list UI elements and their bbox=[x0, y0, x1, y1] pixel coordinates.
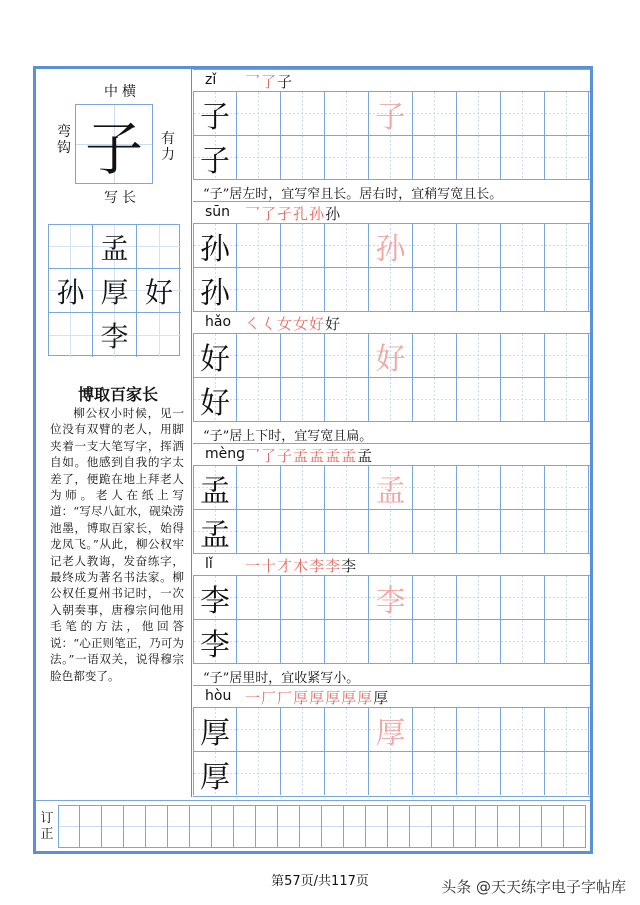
correction-cell[interactable] bbox=[322, 805, 344, 848]
practice-cell[interactable] bbox=[413, 708, 457, 751]
practice-cell[interactable] bbox=[369, 136, 413, 179]
practice-cell[interactable] bbox=[193, 268, 237, 311]
practice-cell[interactable] bbox=[325, 268, 369, 311]
correction-cell[interactable] bbox=[212, 805, 234, 848]
practice-cell[interactable] bbox=[413, 510, 457, 553]
correction-cell[interactable] bbox=[168, 805, 190, 848]
practice-cell[interactable] bbox=[457, 268, 501, 311]
practice-cell[interactable] bbox=[413, 620, 457, 663]
practice-cell[interactable] bbox=[237, 752, 281, 795]
practice-cell[interactable] bbox=[457, 136, 501, 179]
stroke-step: 孟 bbox=[309, 447, 326, 465]
practice-cell[interactable] bbox=[369, 92, 413, 135]
practice-cell[interactable] bbox=[237, 334, 281, 377]
practice-row bbox=[193, 707, 590, 751]
tip-top: 中横 bbox=[104, 84, 140, 100]
practice-cell[interactable] bbox=[281, 620, 325, 663]
practice-cell[interactable] bbox=[457, 708, 501, 751]
stroke-step: 孟 bbox=[357, 447, 374, 465]
practice-cell[interactable] bbox=[281, 576, 325, 619]
practice-cell[interactable] bbox=[281, 224, 325, 267]
practice-cell[interactable] bbox=[281, 136, 325, 179]
practice-cell[interactable] bbox=[501, 708, 545, 751]
correction-cell[interactable] bbox=[454, 805, 476, 848]
practice-cell[interactable] bbox=[237, 466, 281, 509]
practice-cell[interactable] bbox=[457, 378, 501, 421]
stroke-step: 一 bbox=[245, 557, 262, 575]
practice-cell[interactable] bbox=[369, 224, 413, 267]
stroke-step: 李 bbox=[341, 557, 358, 575]
practice-row bbox=[193, 619, 590, 663]
model-char: 好 bbox=[200, 385, 230, 421]
practice-cell[interactable] bbox=[501, 576, 545, 619]
practice-cell[interactable] bbox=[325, 136, 369, 179]
practice-cell[interactable] bbox=[545, 576, 589, 619]
example-cell bbox=[137, 269, 181, 313]
example-right: 好 bbox=[144, 275, 173, 309]
page-number: 第57页/共117页 bbox=[271, 874, 369, 889]
practice-cell[interactable] bbox=[193, 752, 237, 795]
correction-cell[interactable] bbox=[410, 805, 432, 848]
practice-cell[interactable] bbox=[369, 708, 413, 751]
correction-cell[interactable] bbox=[520, 805, 542, 848]
practice-cell[interactable] bbox=[369, 752, 413, 795]
practice-cell[interactable] bbox=[545, 708, 589, 751]
practice-cell[interactable] bbox=[369, 378, 413, 421]
pinyin-row bbox=[193, 553, 590, 575]
model-char: 孙 bbox=[200, 275, 230, 311]
stroke-step: 好 bbox=[309, 315, 326, 333]
stroke-order bbox=[245, 203, 341, 224]
tip-bottom: 写长 bbox=[104, 190, 140, 206]
trace-char: 好 bbox=[375, 341, 406, 377]
practice-cell[interactable] bbox=[193, 576, 237, 619]
practice-row bbox=[193, 267, 590, 311]
practice-cell[interactable] bbox=[193, 334, 237, 377]
practice-cell[interactable] bbox=[413, 268, 457, 311]
pinyin-row bbox=[193, 201, 590, 223]
correction-cell[interactable] bbox=[432, 805, 454, 848]
correction-cell[interactable] bbox=[102, 805, 124, 848]
practice-cell[interactable] bbox=[457, 334, 501, 377]
practice-cell[interactable] bbox=[545, 752, 589, 795]
example-left: 孙 bbox=[56, 275, 85, 309]
example-cell bbox=[93, 313, 137, 357]
practice-cell[interactable] bbox=[325, 620, 369, 663]
pinyin-label: hòu bbox=[205, 688, 232, 704]
stroke-step: 孟 bbox=[325, 447, 342, 465]
stroke-step: 才 bbox=[277, 557, 294, 575]
pinyin-label: zǐ bbox=[205, 72, 217, 88]
correction-cell[interactable] bbox=[388, 805, 410, 848]
stroke-step: 李 bbox=[309, 557, 326, 575]
model-char: 子 bbox=[200, 143, 230, 179]
practice-cell[interactable] bbox=[457, 576, 501, 619]
practice-cell[interactable] bbox=[281, 378, 325, 421]
stroke-order bbox=[245, 555, 357, 576]
example-grid bbox=[48, 224, 180, 356]
practice-cell[interactable] bbox=[325, 334, 369, 377]
practice-cell[interactable] bbox=[501, 752, 545, 795]
practice-cell[interactable] bbox=[237, 224, 281, 267]
practice-cell[interactable] bbox=[413, 466, 457, 509]
practice-cell[interactable] bbox=[369, 620, 413, 663]
practice-cell[interactable] bbox=[281, 334, 325, 377]
practice-cell[interactable] bbox=[369, 576, 413, 619]
example-cell bbox=[49, 269, 93, 313]
practice-cell[interactable] bbox=[413, 576, 457, 619]
correction-cell[interactable] bbox=[146, 805, 168, 848]
trace-char: 厚 bbox=[375, 715, 406, 751]
stroke-step: 了 bbox=[261, 205, 278, 223]
tip-note: “子”居上下时，宜写宽且扁。 bbox=[203, 429, 373, 444]
pinyin-row bbox=[193, 443, 590, 465]
practice-cell[interactable] bbox=[501, 378, 545, 421]
practice-cell[interactable] bbox=[193, 92, 237, 135]
stroke-step: 李 bbox=[325, 557, 342, 575]
tip-note: “子”居左时，宜写窄且长。居右时，宜稍写宽且长。 bbox=[203, 187, 503, 202]
practice-cell[interactable] bbox=[545, 224, 589, 267]
practice-cell[interactable] bbox=[325, 510, 369, 553]
practice-cell[interactable] bbox=[545, 92, 589, 135]
practice-cell[interactable] bbox=[501, 136, 545, 179]
practice-row bbox=[193, 223, 590, 267]
practice-cell[interactable] bbox=[281, 466, 325, 509]
practice-cell[interactable] bbox=[193, 510, 237, 553]
practice-cell[interactable] bbox=[501, 466, 545, 509]
tip-note: “子”居里时，宜收紧写小。 bbox=[203, 671, 360, 686]
practice-cell[interactable] bbox=[457, 92, 501, 135]
stroke-step: 女 bbox=[277, 315, 294, 333]
practice-cell[interactable] bbox=[325, 576, 369, 619]
practice-cell[interactable] bbox=[369, 268, 413, 311]
practice-cell[interactable] bbox=[325, 224, 369, 267]
example-cell bbox=[49, 225, 93, 269]
stroke-step: 女 bbox=[293, 315, 310, 333]
practice-cell[interactable] bbox=[501, 92, 545, 135]
model-char: 李 bbox=[200, 583, 230, 619]
stroke-step: 𡿨 bbox=[261, 315, 278, 333]
correction-cell[interactable] bbox=[278, 805, 300, 848]
stroke-step: 孙 bbox=[325, 205, 342, 223]
practice-cell[interactable] bbox=[237, 92, 281, 135]
stroke-step: 厚 bbox=[325, 689, 342, 707]
practice-row bbox=[193, 91, 590, 135]
stroke-step: 厚 bbox=[373, 689, 390, 707]
model-char: 李 bbox=[200, 627, 230, 663]
tip-note-row bbox=[193, 179, 590, 201]
practice-cell[interactable] bbox=[545, 378, 589, 421]
practice-row bbox=[193, 377, 590, 421]
practice-cell[interactable] bbox=[457, 620, 501, 663]
stroke-step: 了 bbox=[261, 73, 278, 91]
model-char: 好 bbox=[200, 341, 230, 377]
stroke-step: 厂 bbox=[261, 689, 278, 707]
example-bottom: 李 bbox=[100, 320, 129, 353]
correction-cell[interactable] bbox=[58, 805, 80, 848]
story-body: 柳公权小时候，见一位没有双臂的老人，用脚夹着一支大笔写字，挥洒自如。他感到自我的字太差了，便跪在地上拜老人为师。老人在纸上写道：“写尽八缸水，砚染涝池墨，博取百家长，始得龙凤飞。”从此，柳公权牢记老人教诲，发奋练字，最终成为著名书法家。柳公权任夏州书记时，一次入朝奏事，唐穆宗问他用毛笔的方法，他回答说：“心正则笔正，乃可为法。”一语双关，说得穆宗脸色都变了。 bbox=[50, 406, 184, 683]
tip-left: 弯钩 bbox=[57, 124, 71, 156]
stroke-order bbox=[245, 313, 341, 334]
trace-char: 孟 bbox=[375, 473, 406, 509]
model-char: 厚 bbox=[200, 715, 230, 751]
stroke-step: 孙 bbox=[309, 205, 326, 223]
model-char: 孟 bbox=[200, 517, 230, 553]
practice-cell[interactable] bbox=[237, 268, 281, 311]
stroke-step: 一 bbox=[245, 689, 262, 707]
correction-cell[interactable] bbox=[124, 805, 146, 848]
practice-cell[interactable] bbox=[501, 224, 545, 267]
practice-cell[interactable] bbox=[369, 466, 413, 509]
practice-row bbox=[193, 575, 590, 619]
stroke-step: 厂 bbox=[277, 689, 294, 707]
stroke-step: 子 bbox=[277, 73, 294, 91]
practice-cell[interactable] bbox=[369, 510, 413, 553]
example-cell bbox=[137, 313, 181, 357]
practice-cell[interactable] bbox=[193, 136, 237, 179]
practice-cell[interactable] bbox=[413, 378, 457, 421]
stroke-step: 十 bbox=[261, 557, 278, 575]
practice-cell[interactable] bbox=[325, 378, 369, 421]
correction-cell[interactable] bbox=[256, 805, 278, 848]
pinyin-label: mèng bbox=[205, 446, 246, 462]
practice-cell[interactable] bbox=[545, 268, 589, 311]
practice-cell[interactable] bbox=[237, 510, 281, 553]
practice-row bbox=[193, 333, 590, 377]
stroke-order bbox=[245, 687, 389, 708]
trace-char: 李 bbox=[375, 583, 406, 619]
practice-cell[interactable] bbox=[281, 92, 325, 135]
practice-cell[interactable] bbox=[237, 136, 281, 179]
practice-cell[interactable] bbox=[413, 92, 457, 135]
practice-row bbox=[193, 509, 590, 553]
stroke-step: 厚 bbox=[309, 689, 326, 707]
practice-cell[interactable] bbox=[545, 466, 589, 509]
stroke-step: 乛 bbox=[245, 447, 262, 465]
correction-cell[interactable] bbox=[564, 805, 586, 848]
pinyin-row bbox=[193, 69, 590, 91]
practice-cell[interactable] bbox=[281, 752, 325, 795]
pinyin-label: sūn bbox=[205, 204, 231, 220]
practice-cell[interactable] bbox=[237, 576, 281, 619]
model-char: 孟 bbox=[200, 473, 230, 509]
stroke-step: 孔 bbox=[293, 205, 310, 223]
practice-cell[interactable] bbox=[457, 466, 501, 509]
practice-cell[interactable] bbox=[545, 510, 589, 553]
practice-bottom-line bbox=[193, 796, 590, 797]
practice-cell[interactable] bbox=[413, 334, 457, 377]
stroke-step: 乛 bbox=[245, 205, 262, 223]
correction-cell[interactable] bbox=[366, 805, 388, 848]
practice-cell[interactable] bbox=[193, 466, 237, 509]
example-top: 孟 bbox=[100, 231, 129, 265]
pinyin-row bbox=[193, 311, 590, 333]
main-char: 子 bbox=[84, 115, 143, 183]
example-center: 厚 bbox=[100, 275, 129, 309]
practice-cell[interactable] bbox=[193, 708, 237, 751]
practice-cell[interactable] bbox=[545, 620, 589, 663]
practice-cell[interactable] bbox=[413, 224, 457, 267]
stroke-step: 乛 bbox=[245, 73, 262, 91]
practice-row bbox=[193, 135, 590, 179]
tip-right: 有力 bbox=[161, 131, 175, 163]
main-char-box bbox=[75, 104, 153, 184]
stroke-step: 厚 bbox=[293, 689, 310, 707]
stroke-step: ㇛ bbox=[245, 315, 262, 333]
correction-cell[interactable] bbox=[476, 805, 498, 848]
correction-cell[interactable] bbox=[80, 805, 102, 848]
tip-note-row bbox=[193, 421, 590, 443]
model-char: 子 bbox=[200, 99, 230, 135]
correction-label: 订正 bbox=[40, 811, 54, 842]
practice-cell[interactable] bbox=[457, 752, 501, 795]
example-cell bbox=[93, 225, 137, 269]
practice-cell[interactable] bbox=[457, 224, 501, 267]
correction-cell[interactable] bbox=[344, 805, 366, 848]
correction-row bbox=[36, 800, 590, 851]
practice-cell[interactable] bbox=[237, 708, 281, 751]
practice-cell[interactable] bbox=[501, 334, 545, 377]
stroke-step: 木 bbox=[293, 557, 310, 575]
stroke-step: 孟 bbox=[293, 447, 310, 465]
correction-cell[interactable] bbox=[190, 805, 212, 848]
practice-cell[interactable] bbox=[237, 620, 281, 663]
practice-cell[interactable] bbox=[193, 620, 237, 663]
practice-cell[interactable] bbox=[545, 136, 589, 179]
practice-cell[interactable] bbox=[369, 334, 413, 377]
model-char: 孙 bbox=[200, 231, 230, 267]
example-cell bbox=[49, 313, 93, 357]
stroke-step: 了 bbox=[261, 447, 278, 465]
correction-cell[interactable] bbox=[498, 805, 520, 848]
stroke-order bbox=[245, 71, 293, 92]
practice-cell[interactable] bbox=[281, 268, 325, 311]
practice-cell[interactable] bbox=[545, 334, 589, 377]
stroke-step: 孟 bbox=[341, 447, 358, 465]
correction-cell[interactable] bbox=[234, 805, 256, 848]
practice-cell[interactable] bbox=[501, 268, 545, 311]
correction-cell[interactable] bbox=[542, 805, 564, 848]
practice-row bbox=[193, 751, 590, 795]
stroke-step: 好 bbox=[325, 315, 342, 333]
practice-cell[interactable] bbox=[413, 752, 457, 795]
practice-row bbox=[193, 465, 590, 509]
stroke-step: 子 bbox=[277, 447, 294, 465]
stroke-order bbox=[245, 445, 373, 466]
stroke-step: 厚 bbox=[357, 689, 374, 707]
practice-cell[interactable] bbox=[281, 708, 325, 751]
pinyin-label: hǎo bbox=[205, 314, 232, 330]
practice-cell[interactable] bbox=[193, 224, 237, 267]
practice-cell[interactable] bbox=[325, 752, 369, 795]
correction-cell[interactable] bbox=[300, 805, 322, 848]
practice-cell[interactable] bbox=[281, 510, 325, 553]
example-cell bbox=[93, 269, 137, 313]
practice-cell[interactable] bbox=[501, 620, 545, 663]
practice-cell[interactable] bbox=[413, 136, 457, 179]
practice-cell[interactable] bbox=[325, 466, 369, 509]
practice-cell[interactable] bbox=[193, 378, 237, 421]
pinyin-row bbox=[193, 685, 590, 707]
practice-cell[interactable] bbox=[501, 510, 545, 553]
tip-note-row bbox=[193, 663, 590, 685]
practice-cell[interactable] bbox=[325, 708, 369, 751]
model-char: 厚 bbox=[200, 759, 230, 795]
example-cell bbox=[137, 225, 181, 269]
practice-cell[interactable] bbox=[457, 510, 501, 553]
watermark: 头条 @天天练字电子字帖库 bbox=[441, 878, 626, 896]
trace-char: 孙 bbox=[375, 231, 406, 267]
pinyin-label: lǐ bbox=[205, 556, 213, 572]
story-title: 博取百家长 bbox=[77, 385, 158, 404]
trace-char: 子 bbox=[375, 99, 406, 135]
practice-cell[interactable] bbox=[237, 378, 281, 421]
stroke-step: 孑 bbox=[277, 205, 294, 223]
practice-cell[interactable] bbox=[325, 92, 369, 135]
stroke-step: 厚 bbox=[341, 689, 358, 707]
